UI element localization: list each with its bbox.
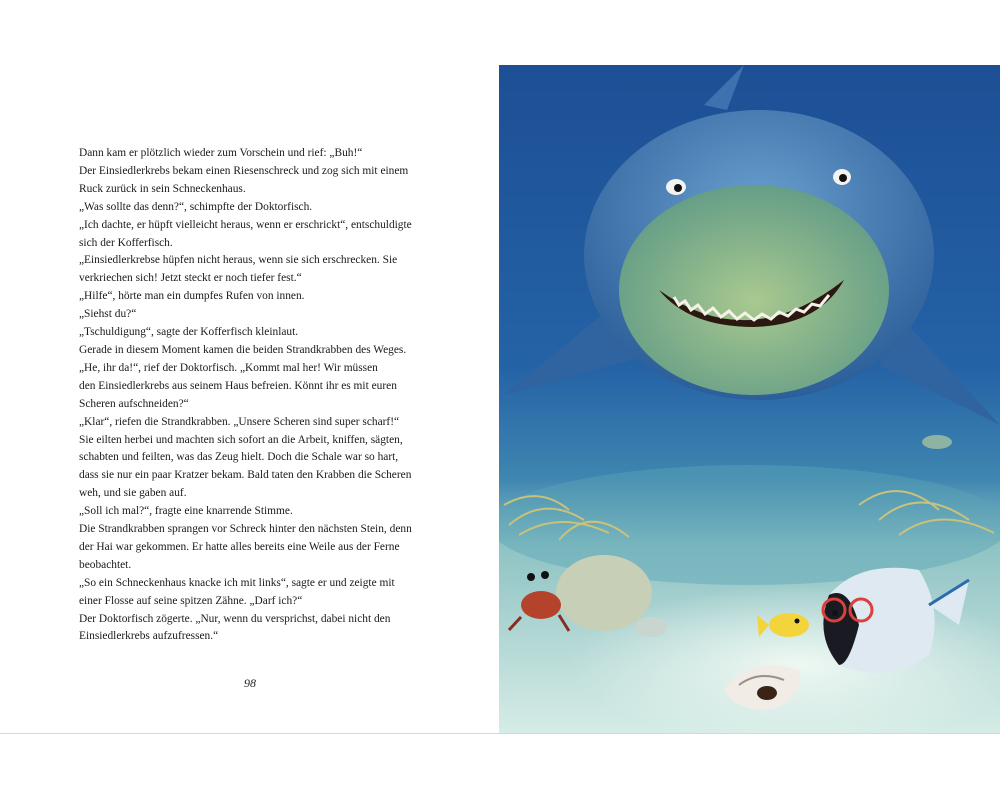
text-line: einer Flosse auf seine spitzen Zähne. „Darf ich?“: [79, 594, 303, 607]
rock-far: [922, 435, 952, 449]
shark-right-pupil: [839, 174, 847, 182]
text-line: „Soll ich mal?“, fragte eine knarrende Stimme.: [79, 505, 293, 518]
text-line: „Ich dachte, er hüpft vielleicht heraus, wenn er erschrickt“, entschuldigte: [79, 218, 412, 231]
underwater-illustration: [499, 65, 1000, 733]
text-line: den Einsiedlerkrebs aus seinem Haus befreien. Könnt ihr es mit euren: [79, 379, 397, 392]
illustration-canvas: [499, 65, 1000, 733]
page-number: 98: [244, 676, 256, 690]
text-line: „Hilfe“, hörte man ein dumpfes Rufen von innen.: [79, 290, 305, 303]
text-line: „He, ihr da!“, rief der Doktorfisch. „Kommt mal her! Wir müssen: [79, 361, 378, 374]
text-line: sich der Kofferfisch.: [79, 236, 173, 249]
text-line: „Klar“, riefen die Strandkrabben. „Unsere Scheren sind super scharf!“: [79, 415, 400, 428]
text-line: schabten und feilten, was das Zeug hielt. Doch die Schale war so hart,: [79, 451, 399, 464]
text-line: „Tschuldigung“, sagte der Kofferfisch kleinlaut.: [79, 326, 299, 339]
text-line: Die Strandkrabben sprangen vor Schreck hinter den nächsten Stein, denn: [79, 523, 412, 536]
text-line: Ruck zurück in sein Schneckenhaus.: [79, 182, 246, 195]
shark-belly: [619, 185, 889, 395]
text-line: „Was sollte das denn?“, schimpfte der Doktorfisch.: [79, 200, 313, 213]
text-line: der Hai war gekommen. Er hatte alles bereits eine Weile aus der Ferne: [79, 540, 400, 553]
text-line: „Einsiedlerkrebse hüpfen nicht heraus, wenn sie sich erschrecken. Sie: [79, 254, 398, 267]
text-line: Scheren aufschneiden?“: [79, 397, 189, 410]
text-line: verkriechen sich! Jetzt steckt er noch tiefer fest.“: [79, 272, 302, 285]
text-line: Der Einsiedlerkrebs bekam einen Riesenschreck und zog sich mit einem: [79, 164, 409, 177]
text-line: Einsiedlerkrebs aufzufressen.“: [79, 630, 219, 643]
shark-left-pupil: [674, 184, 682, 192]
text-line: Sie eilten herbei und machten sich sofort an die Arbeit, kniffen, sägten,: [79, 433, 403, 446]
text-line: „So ein Schneckenhaus knacke ich mit links“, sagte er und zeigte mit: [79, 576, 395, 589]
text-line: Gerade in diesem Moment kamen die beiden Strandkrabben des Weges.: [79, 343, 407, 356]
text-line: weh, und sie gaben auf.: [79, 487, 187, 500]
text-line: Dann kam er plötzlich wieder zum Vorschein und rief: „Buh!“: [79, 147, 363, 159]
text-line: „Siehst du?“: [79, 308, 137, 321]
page-bottom-rule: [0, 733, 1000, 734]
text-line: dass sie nur ein paar Kratzer bekam. Bald taten den Krabben die Scheren: [79, 469, 412, 482]
left-page: [0, 0, 500, 733]
text-line: Der Doktorfisch zögerte. „Nur, wenn du versprichst, dabei nicht den: [79, 612, 391, 625]
rock-large: [556, 555, 652, 631]
text-line: beobachtet.: [79, 558, 132, 571]
story-text: [79, 145, 424, 646]
rock-small: [635, 617, 667, 637]
